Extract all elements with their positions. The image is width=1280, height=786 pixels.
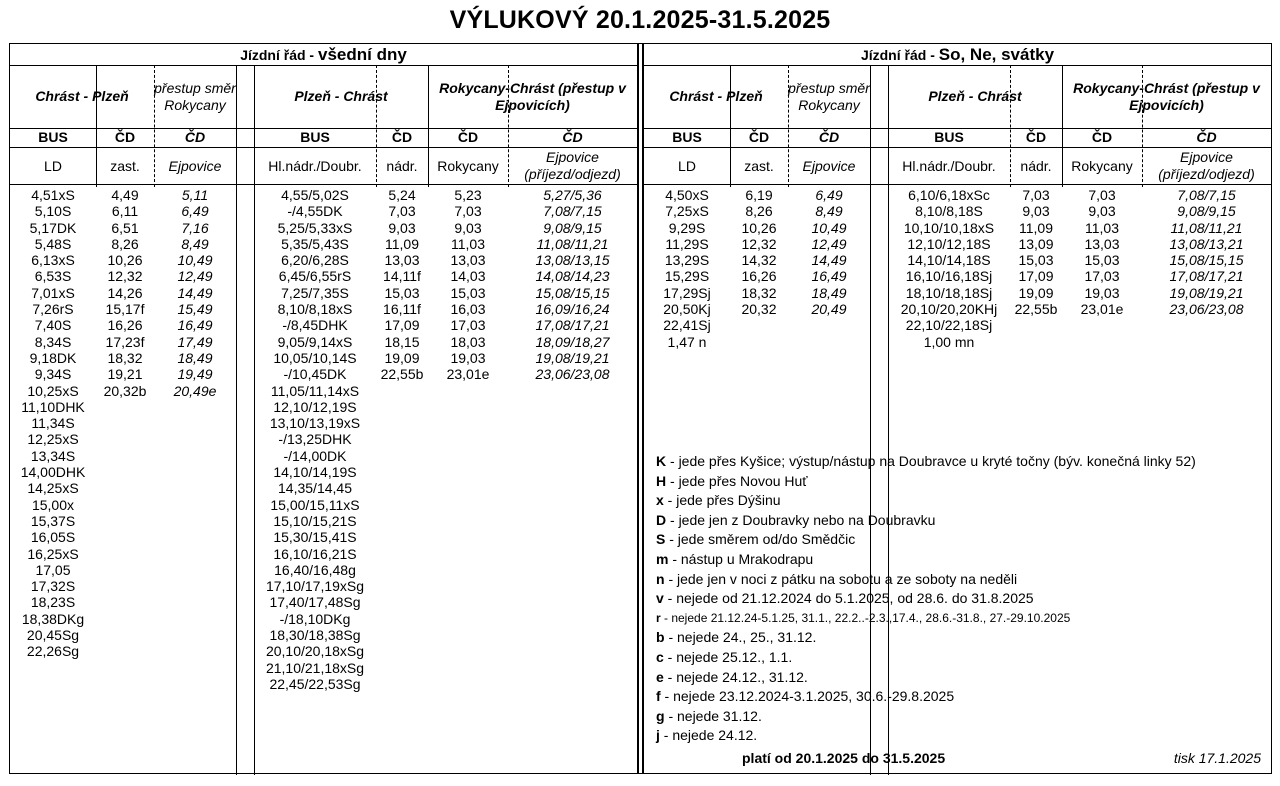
- column-mode-label: ČD: [818, 129, 840, 145]
- departure-time: 22,26Sg: [26, 643, 80, 660]
- departure-time: 4,55/5,02S: [281, 187, 349, 203]
- weekend-panel: [644, 44, 1271, 773]
- departure-time: 16,49: [811, 268, 847, 285]
- column-stop-label: nádr.: [386, 157, 418, 174]
- departure-time: 7,25xS: [665, 203, 709, 220]
- departure-time: 14,11f: [383, 268, 421, 285]
- footnote-text: - nejede 31.12.: [664, 707, 762, 724]
- column-group-title: Rokycany-Chrást (přestup v Ejpovicích): [1073, 79, 1260, 113]
- departure-time: 22,45/22,53Sg: [269, 675, 361, 692]
- departure-time: 13,03: [450, 252, 486, 269]
- column-mode-label: BUS: [672, 129, 702, 145]
- departure-time: -/14,00DK: [283, 447, 347, 464]
- footnote-text: - nejede od 21.12.2024 do 5.1.2025, od 28.6. do 31.8.2025: [663, 590, 1034, 607]
- footnote: [656, 550, 1196, 570]
- footnote-key: g: [656, 707, 665, 724]
- footnote: [656, 648, 1196, 668]
- departure-time: 8,49: [181, 235, 209, 252]
- footnote: [656, 609, 1196, 629]
- departure-time: 20,49: [811, 301, 847, 318]
- footnote: [656, 628, 1196, 648]
- departure-time: 10,26: [741, 219, 777, 236]
- departure-time: 22,10/22,18Sj: [905, 317, 993, 334]
- departure-time: 23,01e: [446, 366, 490, 383]
- departure-time: -/18,10DKg: [279, 610, 351, 627]
- footnote-text: - jede směrem od/do Smědčic: [665, 531, 856, 548]
- column-mode-label: ČD: [391, 129, 413, 145]
- departure-time: 17,40/17,48Sg: [269, 594, 361, 611]
- departure-time: 7,03: [454, 203, 482, 220]
- departure-time: 11,08/11,21: [536, 235, 609, 252]
- departure-time: 16,03: [450, 301, 486, 318]
- departure-time: 15,37S: [30, 512, 76, 529]
- departure-time: 11,03: [1085, 219, 1119, 236]
- departure-time: 1,47 n: [667, 333, 707, 350]
- page-title: VÝLUKOVÝ 20.1.2025-31.5.2025: [449, 6, 831, 34]
- schedule-header-days: So, Ne, svátky: [938, 45, 1055, 64]
- departure-time: 19,08/19,21: [535, 349, 610, 366]
- departure-time: 20,49e: [173, 382, 217, 399]
- departure-time: 5,11: [181, 187, 209, 203]
- departure-time: 19,09: [1018, 284, 1054, 301]
- departure-time: 14,00DHK: [20, 464, 86, 481]
- time-column: [1062, 187, 1142, 317]
- column-mode-label: BUS: [38, 129, 68, 145]
- departure-time: 7,03: [1022, 187, 1050, 203]
- panel-separator: [637, 44, 644, 773]
- departure-time: 6,53S: [34, 268, 72, 285]
- time-column: [788, 187, 870, 317]
- departure-time: 7,40S: [34, 317, 72, 334]
- departure-time: 11,08/11,21: [1170, 219, 1243, 236]
- column-divider: [236, 65, 237, 775]
- departure-time: 8,10/8,18xS: [277, 301, 353, 318]
- departure-time: 9,08/9,15: [1177, 203, 1236, 220]
- weekday-panel: [10, 44, 637, 773]
- departure-time: 14,03: [450, 268, 486, 285]
- departure-time: -/10,45DK: [283, 366, 347, 383]
- footnote-text: - jede přes Novou Huť: [666, 472, 808, 489]
- column-stop-label: LD: [678, 157, 696, 174]
- departure-time: 18,32: [741, 284, 777, 301]
- departure-time: 15,03: [1084, 252, 1120, 269]
- departure-time: 8,34S: [34, 333, 72, 350]
- departure-time: 7,16: [181, 219, 209, 236]
- timetable-frame: [9, 43, 1272, 774]
- departure-time: 10,25xS: [27, 382, 79, 399]
- departure-time: 11,05/11,14xS: [270, 382, 360, 399]
- departure-time: 16,49: [177, 317, 213, 334]
- departure-time: 15,08/15,15: [535, 284, 610, 301]
- column-group-title: Chrást - Plzeň: [35, 88, 129, 104]
- footnote-key: b: [656, 629, 665, 646]
- departure-time: 16,11f: [383, 301, 421, 318]
- departure-time: 6,49: [181, 203, 209, 220]
- column-stop-label: LD: [44, 157, 62, 174]
- departure-time: 14,10/14,18S: [907, 252, 991, 269]
- validity-note: platí od 20.1.2025 do 31.5.2025: [742, 750, 946, 766]
- footnote-key: f: [656, 688, 661, 705]
- departure-time: 19,09: [384, 349, 420, 366]
- departure-time: 11,09: [1019, 219, 1053, 236]
- footnote-key: x: [656, 492, 664, 509]
- departure-time: 14,08/14,23: [535, 268, 610, 285]
- print-date: tisk 17.1.2025: [1173, 750, 1261, 766]
- departure-time: 17,08/17,21: [535, 317, 610, 334]
- departure-time: 19,03: [1084, 284, 1120, 301]
- footnote: [656, 491, 1196, 511]
- departure-time: 16,09/16,24: [535, 301, 610, 318]
- footnote-key: m: [656, 550, 669, 567]
- column-group-title: Plzeň - Chrást: [928, 88, 1022, 104]
- footnote: [656, 472, 1196, 492]
- departure-time: 17,49: [177, 333, 213, 350]
- departure-time: 12,10/12,18S: [907, 235, 991, 252]
- departure-time: 9,03: [1022, 203, 1050, 220]
- footnote-key: D: [656, 511, 667, 528]
- departure-time: 20,10/20,18xSg: [265, 643, 365, 660]
- departure-time: 10,26: [107, 252, 143, 269]
- departure-time: 5,17DK: [29, 219, 77, 236]
- departure-time: 22,55b: [380, 366, 424, 383]
- departure-time: 17,05: [35, 561, 71, 578]
- departure-time: 6,49: [815, 187, 843, 203]
- departure-time: 18,10/18,18Sj: [905, 284, 993, 301]
- departure-time: 8,26: [111, 235, 139, 252]
- departure-time: 20,50Kj: [663, 301, 711, 318]
- departure-time: 20,10/20,20KHj: [900, 301, 998, 318]
- footnote-text: - nejede 24.12.: [659, 727, 758, 744]
- schedule-header: [644, 44, 1271, 66]
- column-stop-label: zast.: [110, 157, 140, 174]
- departure-time: 19,49: [177, 366, 213, 383]
- departure-time: -/4,55DK: [287, 203, 343, 220]
- schedule-header-days: všední dny: [317, 45, 407, 64]
- departure-time: 15,03: [384, 284, 420, 301]
- departure-time: 14,49: [811, 252, 847, 269]
- schedule-header: [10, 44, 637, 66]
- footnote-text: - jede přes Dýšinu: [663, 492, 781, 509]
- departure-time: 18,49: [811, 284, 847, 301]
- departure-time: 16,26: [741, 268, 777, 285]
- departure-time: 9,03: [1088, 203, 1116, 220]
- header-row-line: [10, 184, 637, 185]
- departure-time: 15,30/15,41S: [273, 529, 357, 546]
- column-stop-label: Rokycany: [1071, 157, 1133, 174]
- time-column: [154, 187, 236, 399]
- departure-time: 13,10/13,19xS: [269, 415, 361, 432]
- departure-time: 9,03: [388, 219, 416, 236]
- departure-time: 5,27/5,36: [543, 187, 602, 203]
- departure-time: 16,10/16,18Sj: [905, 268, 993, 285]
- footnote: [656, 589, 1196, 609]
- departure-time: 7,08/7,15: [1177, 187, 1236, 203]
- departure-time: 11,29S: [665, 235, 709, 252]
- departure-time: 6,45/6,55rS: [278, 268, 352, 285]
- departure-time: 9,29S: [668, 219, 706, 236]
- departure-time: 7,25/7,35S: [281, 284, 349, 301]
- departure-time: 16,10/16,21S: [273, 545, 357, 562]
- departure-time: 20,45Sg: [26, 627, 80, 644]
- departure-time: 15,29S: [664, 268, 710, 285]
- footnote-text: - nejede 24.12., 31.12.: [663, 668, 808, 685]
- departure-time: -/8,45DHK: [282, 317, 348, 334]
- column-mode-label: ČD: [1091, 129, 1113, 145]
- column-mode-label: BUS: [934, 129, 964, 145]
- departure-time: 21,10/21,18xSg: [265, 659, 365, 676]
- departure-time: 18,30/18,38Sg: [269, 627, 361, 644]
- departure-time: 5,23: [454, 187, 482, 203]
- departure-time: 18,49: [177, 349, 213, 366]
- departure-time: 19,08/19,21: [1169, 284, 1244, 301]
- departure-time: 23,01e: [1080, 301, 1124, 318]
- departure-time: 10,10/10,18xS: [903, 219, 995, 236]
- departure-time: 18,32: [107, 349, 143, 366]
- departure-time: 1,00 mn: [923, 333, 975, 350]
- departure-time: 7,26rS: [32, 301, 74, 318]
- departure-time: 17,03: [450, 317, 486, 334]
- footnote-key: c: [656, 648, 664, 665]
- column-stop-label: Rokycany: [437, 157, 499, 174]
- departure-time: 9,03: [454, 219, 482, 236]
- departure-time: 10,49: [811, 219, 847, 236]
- footnote-text: - nejede 25.12., 1.1.: [663, 648, 793, 665]
- departure-time: 9,08/9,15: [543, 219, 602, 236]
- departure-time: 14,26: [107, 284, 143, 301]
- departure-time: 11,34S: [31, 415, 75, 432]
- schedule-header-prefix: Jízdní řád -: [860, 47, 939, 63]
- time-column: [644, 187, 730, 350]
- footnote-key: H: [656, 472, 667, 489]
- column-stop-label: Ejpovice (příjezd/odjezd): [524, 149, 621, 182]
- departure-time: 13,08/13,21: [1169, 235, 1244, 252]
- departure-time: 16,26: [107, 317, 143, 334]
- departure-time: 7,03: [1088, 187, 1116, 203]
- departure-time: 7,08/7,15: [543, 203, 602, 220]
- departure-time: 9,18DK: [29, 349, 77, 366]
- departure-time: 13,29S: [664, 252, 710, 269]
- departure-time: 16,40/16,48g: [274, 561, 356, 578]
- departure-time: 14,32: [741, 252, 777, 269]
- footnote: [656, 668, 1196, 688]
- departure-time: 9,34S: [34, 366, 72, 383]
- column-stop-label: zast.: [744, 157, 774, 174]
- departure-time: 16,25xS: [27, 545, 79, 562]
- departure-time: 15,03: [450, 284, 486, 301]
- footnotes: [656, 452, 1196, 746]
- departure-time: 16,05S: [30, 529, 76, 546]
- schedule-header-prefix: Jízdní řád -: [240, 47, 318, 63]
- column-group-title: Plzeň - Chrást: [294, 88, 388, 104]
- departure-time: 7,01xS: [31, 284, 75, 301]
- footnote-key: n: [656, 570, 665, 587]
- column-stop-label: Hl.nádr./Doubr.: [902, 157, 996, 174]
- departure-time: 14,10/14,19S: [273, 464, 357, 481]
- departure-time: 15,10/15,21S: [273, 512, 357, 529]
- departure-time: 14,35/14,45: [278, 480, 352, 497]
- departure-time: 20,32: [741, 301, 777, 318]
- departure-time: 8,26: [745, 203, 773, 220]
- column-group-title: Rokycany-Chrást (přestup v Ejpovicích): [439, 79, 626, 113]
- time-column: [888, 187, 1010, 350]
- departure-time: 23,06/23,08: [535, 366, 610, 383]
- time-column: [730, 187, 788, 317]
- footnote: [656, 452, 1196, 472]
- departure-time: 18,23S: [30, 594, 76, 611]
- footnote: [656, 707, 1196, 727]
- time-column: [428, 187, 508, 383]
- departure-time: 12,49: [811, 235, 847, 252]
- footnote-key: K: [656, 453, 667, 469]
- footnote-key: e: [656, 668, 664, 685]
- column-mode-label: ČD: [1025, 129, 1047, 145]
- time-column: [508, 187, 637, 383]
- departure-time: 15,03: [1018, 252, 1054, 269]
- column-mode-label: ČD: [1196, 129, 1217, 145]
- column-stop-label: Ejpovice: [168, 157, 222, 174]
- departure-time: 12,25xS: [27, 431, 79, 448]
- departure-time: 17,29Sj: [663, 284, 711, 301]
- footnote-key: v: [656, 590, 664, 607]
- departure-time: 15,49: [177, 301, 213, 318]
- departure-time: 11,03: [451, 235, 485, 252]
- departure-time: -/13,25DHK: [278, 431, 352, 448]
- column-mode-label: ČD: [114, 129, 136, 145]
- departure-time: 13,34S: [30, 447, 76, 464]
- column-mode-label: BUS: [300, 129, 330, 145]
- departure-time: 12,10/12,19S: [273, 398, 357, 415]
- column-group-title: přestup směr Rokycany: [788, 79, 870, 113]
- departure-time: 12,32: [741, 235, 777, 252]
- departure-time: 11,10DHK: [21, 398, 85, 415]
- departure-time: 10,49: [177, 252, 213, 269]
- departure-time: 7,03: [388, 203, 416, 220]
- departure-time: 5,48S: [34, 235, 72, 252]
- departure-time: 17,23f: [105, 333, 145, 350]
- footnote: [656, 687, 1196, 707]
- departure-time: 13,08/13,15: [535, 252, 610, 269]
- departure-time: 13,03: [1084, 235, 1120, 252]
- departure-time: 17,08/17,21: [1169, 268, 1244, 285]
- departure-time: 17,09: [384, 317, 420, 334]
- footnote-text: - jede jen v noci z pátku na sobotu a ze soboty na neděli: [664, 570, 1018, 587]
- time-column: [1142, 187, 1271, 317]
- departure-time: 18,09/18,27: [535, 333, 610, 350]
- column-stop-label: nádr.: [1020, 157, 1052, 174]
- departure-time: 20,32b: [103, 382, 147, 399]
- departure-time: 17,09: [1018, 268, 1054, 285]
- departure-time: 18,38DKg: [21, 610, 85, 627]
- departure-time: 22,41Sj: [663, 317, 711, 334]
- footnote: [656, 530, 1196, 550]
- departure-time: 6,11: [111, 203, 139, 220]
- time-column: [10, 187, 96, 660]
- departure-time: 22,55b: [1014, 301, 1058, 318]
- footnote: [656, 726, 1196, 746]
- departure-time: 4,51xS: [31, 187, 75, 203]
- departure-time: 9,05/9,14xS: [277, 333, 353, 350]
- departure-time: 15,00/15,11xS: [270, 496, 360, 513]
- departure-time: 4,49: [111, 187, 139, 203]
- time-column: [254, 187, 376, 692]
- departure-time: 15,08/15,15: [1169, 252, 1244, 269]
- column-group-title: Chrást - Plzeň: [669, 88, 763, 104]
- departure-time: 12,32: [107, 268, 143, 285]
- departure-time: 5,25/5,33xS: [277, 219, 353, 236]
- departure-time: 8,10/8,18S: [915, 203, 983, 220]
- departure-time: 13,09: [1018, 235, 1054, 252]
- time-column: [96, 187, 154, 399]
- departure-time: 19,21: [107, 366, 143, 383]
- footnote-text: - nejede 21.12.24-5.1.25, 31.1., 22.2..-2.3.,17.4., 28.6.-31.8., 27.-29.10.2025: [660, 610, 1071, 625]
- departure-time: 12,49: [177, 268, 213, 285]
- departure-time: 5,10S: [34, 203, 72, 220]
- departure-time: 6,13xS: [31, 252, 75, 269]
- departure-time: 6,19: [745, 187, 773, 203]
- departure-time: 6,10/6,18xSc: [908, 187, 990, 203]
- footnote-key: r: [656, 610, 661, 625]
- departure-time: 17,03: [1084, 268, 1120, 285]
- departure-time: 4,50xS: [665, 187, 709, 203]
- departure-time: 10,05/10,14S: [273, 349, 357, 366]
- column-mode-label: ČD: [562, 129, 583, 145]
- departure-time: 14,49: [177, 284, 213, 301]
- column-stop-label: Ejpovice: [802, 157, 856, 174]
- footnote-text: - jede přes Kyšice; výstup/nástup na Doubravce u kryté točny (býv. konečná linky 52): [666, 453, 1196, 469]
- time-column: [1010, 187, 1062, 317]
- departure-time: 23,06/23,08: [1169, 301, 1244, 318]
- departure-time: 8,49: [815, 203, 843, 220]
- departure-time: 17,10/17,19xSg: [265, 578, 365, 595]
- departure-time: 17,32S: [30, 578, 76, 595]
- column-mode-label: ČD: [457, 129, 479, 145]
- footnote-key: S: [656, 531, 666, 548]
- time-column: [376, 187, 428, 383]
- footnote: [656, 570, 1196, 590]
- column-stop-label: Ejpovice (příjezd/odjezd): [1158, 149, 1255, 182]
- footnote-text: - jede jen z Doubravky nebo na Doubravku: [666, 511, 936, 528]
- departure-time: 14,25xS: [27, 480, 79, 497]
- footnote-text: - nástup u Mrakodrapu: [668, 550, 814, 567]
- footnote-text: - nejede 24., 25., 31.12.: [664, 629, 817, 646]
- departure-time: 6,20/6,28S: [281, 252, 349, 269]
- column-mode-label: ČD: [184, 129, 206, 145]
- footnote-text: - nejede 23.12.2024-3.1.2025, 30.6.-29.8.2025: [660, 688, 955, 705]
- departure-time: 15,00x: [31, 496, 75, 513]
- departure-time: 11,09: [385, 235, 419, 252]
- departure-time: 19,03: [450, 349, 486, 366]
- departure-time: 13,03: [384, 252, 420, 269]
- departure-time: 5,24: [388, 187, 416, 203]
- departure-time: 18,15: [384, 333, 420, 350]
- departure-time: 5,35/5,43S: [281, 235, 349, 252]
- departure-time: 15,17f: [105, 301, 145, 318]
- column-mode-label: ČD: [748, 129, 770, 145]
- footnote: [656, 511, 1196, 531]
- header-row-line: [644, 184, 1271, 185]
- departure-time: 18,03: [450, 333, 486, 350]
- column-group-title: přestup směr Rokycany: [154, 79, 236, 113]
- column-stop-label: Hl.nádr./Doubr.: [268, 157, 362, 174]
- footnote-key: j: [656, 727, 660, 744]
- departure-time: 6,51: [111, 219, 139, 236]
